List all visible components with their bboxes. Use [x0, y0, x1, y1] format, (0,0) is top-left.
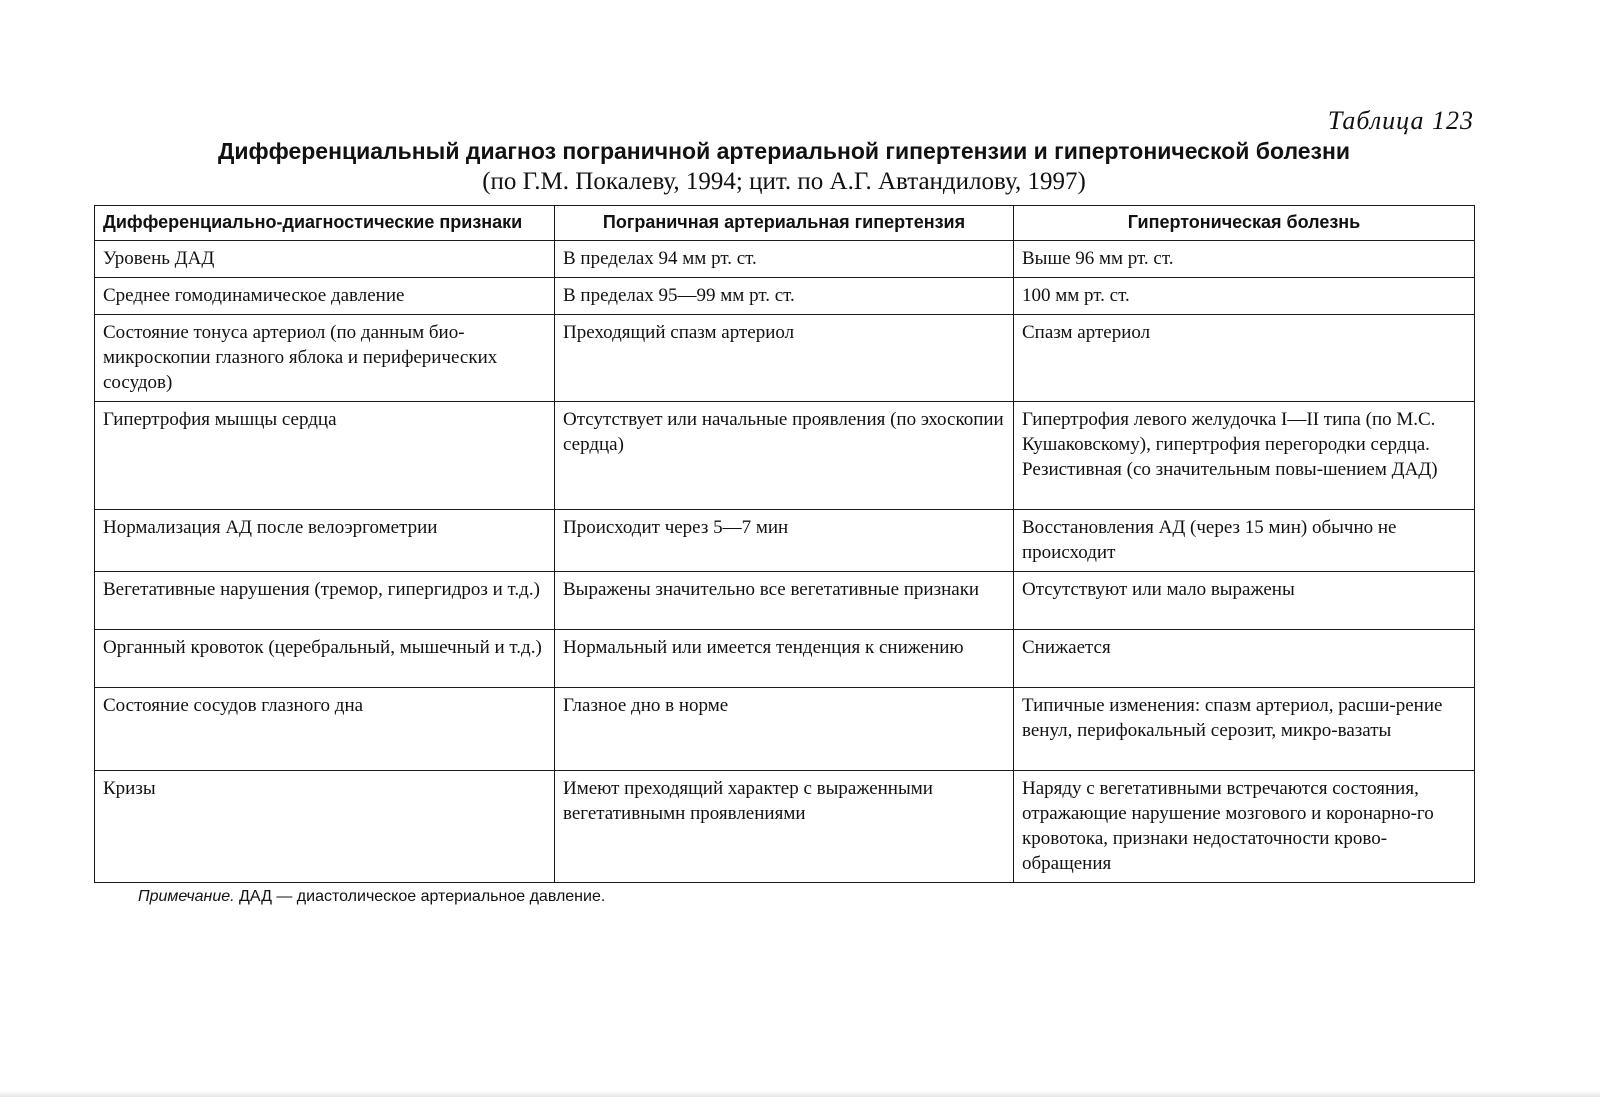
table-cell: Нормализация АД после велоэргометрии — [95, 510, 555, 572]
table-source: (по Г.М. Покалеву, 1994; цит. по А.Г. Автандилову, 1997) — [482, 168, 1086, 195]
table-cell: Отсутствует или начальные проявления (по эхоскопии сердца) — [555, 402, 1014, 510]
header-row — [95, 206, 1475, 241]
table-cell: Наряду с вегетативными встречаются состояния, отражающие нарушение мозгового и коронарно-го кровотока, признаки недостаточности крово-обращения — [1014, 771, 1475, 883]
table-cell: 100 мм рт. ст. — [1014, 278, 1475, 315]
header-cell: Гипертоническая болезнь — [1014, 206, 1475, 241]
table-cell: Состояние сосудов глазного дна — [95, 688, 555, 771]
table-cell: Отсутствуют или мало выражены — [1014, 572, 1475, 630]
table-cell: В пределах 94 мм рт. ст. — [555, 241, 1014, 278]
table-cell: Имеют преходящий характер с выраженными вегетативнымн проявлениями — [555, 771, 1014, 883]
diagnosis-table — [94, 205, 1475, 883]
table-cell: Выражены значительно все вегетативные признаки — [555, 572, 1014, 630]
table-cell: Среднее гомодинамическое давление — [95, 278, 555, 315]
note-text: ДАД — диастолическое артериальное давление. — [234, 888, 606, 905]
table-cell: Состояние тонуса артериол (по данным био-микроскопии глазного яблока и периферических сосудов) — [95, 315, 555, 402]
table-row — [95, 241, 1475, 278]
table-cell: Нормальный или имеется тенденция к снижению — [555, 630, 1014, 688]
table-cell: Типичные изменения: спазм артериол, расши-рение венул, перифокальный серозит, микро-вазаты — [1014, 688, 1475, 771]
scan-edge — [0, 1091, 1600, 1097]
table-row — [95, 572, 1475, 630]
table-cell: Снижается — [1014, 630, 1475, 688]
table-row — [95, 315, 1475, 402]
table-cell: Выше 96 мм рт. ст. — [1014, 241, 1475, 278]
table-cell: Уровень ДАД — [95, 241, 555, 278]
table-cell: Спазм артериол — [1014, 315, 1475, 402]
table-title: Дифференциальный диагноз пограничной артериальной гипертензии и гипертонической болезни — [217, 138, 1351, 164]
table-row — [95, 510, 1475, 572]
table-row — [95, 402, 1475, 510]
table-cell: Глазное дно в норме — [555, 688, 1014, 771]
table-note — [138, 888, 605, 906]
note-label: Примечание. — [138, 888, 235, 905]
table-cell: Гипертрофия левого желудочка I—II типа (по М.С. Кушаковскому), гипертрофия перегородки сердца. Резистивная (со значительным повы-шением ДАД) — [1014, 402, 1475, 510]
header-cell: Дифференциально-диагностические признаки — [95, 206, 555, 241]
table-cell: Кризы — [95, 771, 555, 883]
table-cell: Органный кровоток (церебральный, мышечный и т.д.) — [95, 630, 555, 688]
header-cell: Пограничная артериальная гипертензия — [555, 206, 1014, 241]
table-row — [95, 688, 1475, 771]
table-cell: Происходит через 5—7 мин — [555, 510, 1014, 572]
table-cell: Преходящий спазм артериол — [555, 315, 1014, 402]
table-row — [95, 771, 1475, 883]
table-cell: Вегетативные нарушения (тремор, гипергидроз и т.д.) — [95, 572, 555, 630]
table-number: Таблица 123 — [1327, 106, 1474, 135]
table-cell: Восстановления АД (через 15 мин) обычно не происходит — [1014, 510, 1475, 572]
table-cell: В пределах 95—99 мм рт. ст. — [555, 278, 1014, 315]
table-cell: Гипертрофия мышцы сердца — [95, 402, 555, 510]
table-row — [95, 630, 1475, 688]
table-row — [95, 278, 1475, 315]
